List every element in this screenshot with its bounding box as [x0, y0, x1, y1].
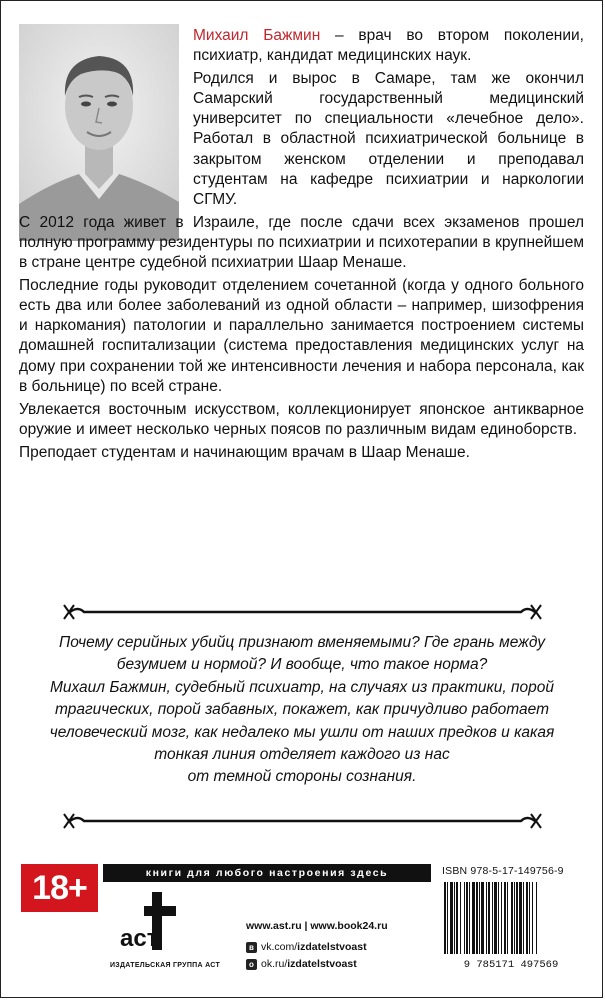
- bio-paragraph-education: Родился и вырос в Самаре, там же окончил Самарский государственный медицинский университет по специальности «лечебное дело». Работал в областной психиатрической больнице в закрытом женском отделении и преподавал студентам на кафедре психиатрии и наркологии СГМУ.: [193, 70, 584, 208]
- barcode-bars: [444, 882, 537, 954]
- ornament-divider-top: [60, 603, 545, 621]
- barcode-digits: 9 785171 497569: [463, 959, 559, 970]
- author-bio: [19, 26, 584, 466]
- isbn-label: ISBN 978-5-17-149756-9: [442, 865, 564, 877]
- bio-intro-text: – врач во втором поколении, психиатр, кандидат медицинских наук.: [193, 27, 584, 65]
- promo-text: [22, 632, 582, 789]
- vk-prefix: vk.com/: [261, 941, 298, 953]
- ok-icon: о: [246, 959, 257, 970]
- bio-first-block: [193, 26, 584, 210]
- bio-paragraph-hobbies: Увлекается восточным искусством, коллекционирует японское антикварное оружие и имеет несколько черных поясов по различным видам единоборств.: [19, 400, 584, 438]
- promo-line: от темной стороны сознания.: [187, 768, 417, 786]
- promo-line: трагических, порой забавных, покажет, как причудливо работает: [54, 701, 550, 719]
- ast-logo: [118, 888, 182, 958]
- ok-link[interactable]: [246, 958, 357, 970]
- bio-paragraph-work: Последние годы руководит отделением сочетанной (когда у одного больного есть два или более заболеваний из одной области – например, шизофрения и наркомания) патологии и параллельно занимается построением системы домашней госпитализации (система предоставления медицинских услуг на дому при сохранении той же интенсивности лечения и набора персонала, как в больнице) по всей стране.: [19, 277, 584, 395]
- vk-icon: в: [246, 942, 257, 953]
- ornament-divider-bottom: [60, 812, 545, 830]
- bio-paragraph-teaching: Преподает студентам и начинающим врачам в Шаар Менаше.: [19, 443, 470, 461]
- ok-prefix: ok.ru/: [261, 958, 288, 970]
- slogan-banner: книги для любого настроения здесь: [103, 864, 431, 882]
- websites[interactable]: www.ast.ru | www.book24.ru: [246, 920, 388, 932]
- vk-handle: izdatelstvoast: [297, 941, 367, 953]
- publisher-name: ИЗДАТЕЛЬСКАЯ ГРУППА АСТ: [109, 962, 221, 969]
- bio-intro: [193, 26, 584, 66]
- promo-line: Почему серийных убийц признают вменяемыми? Где грань между: [58, 634, 545, 651]
- ok-handle: izdatelstvoast: [287, 958, 357, 970]
- bio-paragraph-israel: С 2012 года живет в Израиле, где после сдачи всех экзаменов прошел полную программу резидентуры по психиатрии и психотерапии в крупнейшем в стране центре судебной психиатрии Шаар Менаше.: [19, 213, 584, 272]
- promo-line: человеческий мозг, как недалеко мы ушли от наших предков и какая: [49, 723, 555, 741]
- age-rating-badge: 18+: [21, 864, 98, 912]
- author-name: Михаил Бажмин: [193, 27, 321, 44]
- promo-line: Михаил Бажмин, судебный психиатр, на случаях из практики, порой: [49, 678, 555, 696]
- logo-text: аст: [120, 925, 159, 952]
- barcode: [436, 878, 586, 970]
- vk-link[interactable]: [246, 941, 367, 953]
- promo-line: безумием и нормой? И вообще, что такое норма?: [116, 656, 488, 674]
- promo-line: тонкая линия отделяет каждого из нас: [154, 746, 450, 764]
